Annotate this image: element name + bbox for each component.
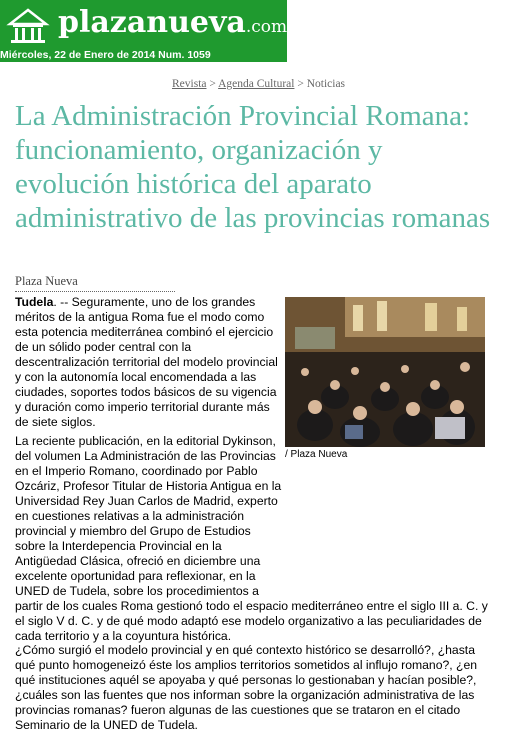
breadcrumb-current: Noticias xyxy=(306,78,346,90)
article-byline: Plaza Nueva xyxy=(15,274,175,292)
article-paragraph: ¿Cómo surgió el modelo provincial y en qué contexto histórico se desarrolló?, ¿hasta qué punto homogeneizó éste los amplios territorios sometidos al influjo romano?, ¿en qué instituciones aquél se apoyaba y qué personas lo gestionaban y hacían posible?, ¿cuáles son las fuentes que nos informan sobre la organización administrativa de las provincias romanas? fueron algunas de las cuestiones que se trataron en el citado Seminario de la UNED de Tudela. xyxy=(15,643,478,732)
breadcrumb-link-agenda-cultural[interactable]: Agenda Cultural xyxy=(218,78,295,90)
site-masthead[interactable] xyxy=(0,0,287,62)
article-title: La Administración Provincial Romana: funcionamiento, organización y evolución histórica del aparato administrativo de las provincias romanas xyxy=(15,100,491,234)
issue-dateline: Miércoles, 22 de Enero de 2014 Num. 1059 xyxy=(0,49,211,61)
building-logo-icon xyxy=(4,4,52,48)
article-paragraph-continued: partir de los cuales Roma gestionó todo el espacio mediterráneo entre el siglo III a. C. y el siglo V d. C. y de qué modo adaptó ese modelo organizativo a las peculiaridades de cada territorio y a la coyuntura histórica. xyxy=(15,599,488,643)
dateline-place: Tudela xyxy=(15,295,54,309)
breadcrumb-separator: > xyxy=(297,78,304,90)
article-photo xyxy=(285,297,485,447)
breadcrumb-separator: > xyxy=(209,78,216,90)
photo-caption: / Plaza Nueva xyxy=(285,449,348,460)
breadcrumb xyxy=(172,78,345,90)
article-paragraph: La reciente publicación, en la editorial Dykinson, del volumen La Administración de las Provincias en el Imperio Romano, coordinado por Pablo Ozcáriz, Profesor Titular de Historia Antigua en la Universidad Rey Juan Carlos de Madrid, experto en cuestiones relativas a la administración provincial y miembro del Grupo de Estudios sobre la Interdepencia Provincial en la Antigüedad Clásica, ofreció en diciembre una excelente oportunidad para reflexionar, en la UNED de Tudela, sobre los procedimientos a xyxy=(15,434,282,598)
site-logo-text[interactable]: plazanueva.com xyxy=(58,5,288,40)
article-paragraph: Tudela. -- Seguramente, uno de los grandes méritos de la antigua Roma fue el modo como esta potencia mediterránea combinó el ejercicio de un sólido poder central con la descentralización territorial del modelo provincial y con la autonomía local encomendada a las ciudades, soportes todos básicos de su vigencia y duración como imperio territorial durante más de siete siglos. xyxy=(15,295,278,429)
breadcrumb-link-revista[interactable]: Revista xyxy=(172,78,207,90)
